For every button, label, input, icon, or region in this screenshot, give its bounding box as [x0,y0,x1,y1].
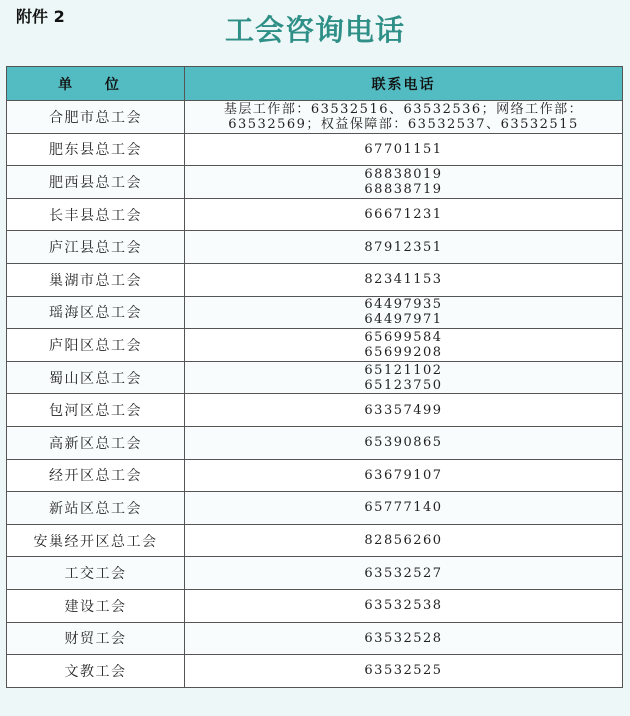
phone-number: 65699584 [364,329,443,345]
phone-number: 63532528 [364,630,443,646]
phone-cell [185,198,623,231]
phone-number: 64497935 [364,297,443,313]
unit-name-cell: 新站区总工会 [7,492,185,525]
phone-cell [185,361,623,394]
table-row [7,166,623,199]
unit-name-cell: 高新区总工会 [7,426,185,459]
unit-name-cell: 包河区总工会 [7,394,185,427]
phone-number: 63357499 [364,402,443,418]
phone-number: 65777140 [364,500,443,516]
phone-cell [185,166,623,199]
table-header-row [7,67,623,101]
unit-name-cell: 蜀山区总工会 [7,361,185,394]
phone-cell [185,589,623,622]
table-row [7,557,623,590]
unit-name-cell: 庐阳区总工会 [7,329,185,362]
phone-cell [185,329,623,362]
phone-number: 87912351 [364,239,443,255]
phone-number: 65390865 [364,435,443,451]
phone-number: 82341153 [364,272,443,288]
column-header-phone: 联系电话 [185,67,623,101]
table-row [7,361,623,394]
table-row [7,198,623,231]
table-row [7,589,623,622]
table-row [7,394,623,427]
unit-name-cell: 巢湖市总工会 [7,263,185,296]
phone-number: 64497971 [364,312,443,328]
unit-name-cell: 文教工会 [7,655,185,688]
phone-cell [185,492,623,525]
phone-number: 65123750 [364,377,443,393]
phone-cell [185,263,623,296]
phone-cell [185,557,623,590]
phone-cell [185,231,623,264]
unit-name-cell: 肥东县总工会 [7,133,185,166]
phone-number: 63532527 [364,565,443,581]
unit-name-cell: 安巢经开区总工会 [7,524,185,557]
unit-name-cell: 财贸工会 [7,622,185,655]
unit-name-cell: 经开区总工会 [7,459,185,492]
table-row [7,426,623,459]
unit-name-cell: 工交工会 [7,557,185,590]
table-row [7,231,623,264]
table-row [7,655,623,688]
table-row [7,524,623,557]
table-row [7,101,623,134]
phone-cell [185,622,623,655]
phone-cell [185,524,623,557]
table-row [7,263,623,296]
table-row [7,622,623,655]
phone-cell [185,394,623,427]
table-row [7,329,623,362]
unit-name-cell: 瑶海区总工会 [7,296,185,329]
phone-cell [185,296,623,329]
phone-number: 65121102 [364,362,443,378]
attachment-label: 附件 2 [16,7,65,26]
phone-cell [185,655,623,688]
phone-number: 63532538 [364,598,443,614]
phone-cell [185,101,623,134]
phone-number: 67701151 [364,141,443,157]
phone-cell [185,426,623,459]
contact-table [6,66,623,688]
unit-name-cell: 合肥市总工会 [7,101,185,134]
page-title: 工会咨询电话 [224,13,405,47]
column-header-unit: 单 位 [7,67,185,101]
unit-name-cell: 肥西县总工会 [7,166,185,199]
table-row [7,296,623,329]
phone-number: 65699208 [364,344,443,360]
phone-number: 基层工作部：63532516、63532536；网络工作部： [223,101,584,117]
phone-number: 68838019 [364,166,443,182]
phone-number: 82856260 [364,533,443,549]
unit-name-cell: 长丰县总工会 [7,198,185,231]
phone-number: 68838719 [364,181,443,197]
phone-number: 66671231 [364,207,443,223]
unit-name-cell: 庐江县总工会 [7,231,185,264]
phone-cell [185,133,623,166]
phone-number: 63532569；权益保障部：63532537、63532515 [228,116,579,132]
table-body [7,101,623,688]
phone-number: 63532525 [364,663,443,679]
table-row [7,459,623,492]
table-row [7,492,623,525]
phone-cell [185,459,623,492]
phone-number: 63679107 [364,467,443,483]
table-row [7,133,623,166]
unit-name-cell: 建设工会 [7,589,185,622]
